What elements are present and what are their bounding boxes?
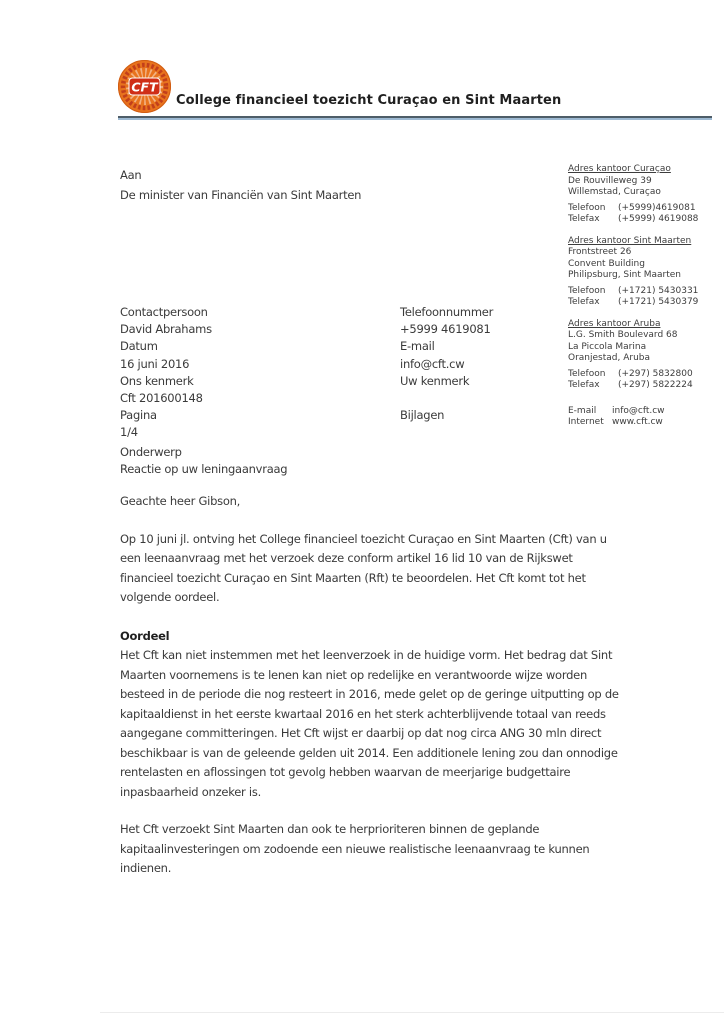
meta-value-uw-kenmerk — [400, 390, 493, 407]
office-heading: Adres kantoor Curaçao — [568, 164, 671, 174]
section-heading-oordeel: Oordeel — [120, 628, 170, 643]
office-address-sidebar — [568, 164, 718, 429]
office-aruba — [568, 319, 718, 392]
office-address-line: De Rouvilleweg 39 — [568, 175, 652, 186]
office-address-line: Oranjestad, Aruba — [568, 353, 650, 363]
contact-label: E-mail — [568, 405, 597, 416]
phone-row — [568, 369, 718, 381]
contact-website-value: www.cft.cw — [612, 417, 663, 427]
header-rule — [118, 116, 712, 120]
phone-label: Telefoon — [568, 202, 606, 213]
cft-logo-text: CFT — [131, 79, 158, 95]
subject-label: Onderwerp — [120, 445, 182, 459]
recipient-name: De minister van Financiën van Sint Maarten — [120, 187, 362, 202]
page-bottom-divider — [100, 1012, 724, 1013]
phone-label: Telefax — [568, 214, 600, 224]
meta-label: Bijlagen — [400, 408, 445, 423]
phone-label: Telefoon — [568, 368, 606, 379]
office-address-line: La Piccola Marina — [568, 341, 647, 352]
office-address-line: Philipsburg, Sint Maarten — [568, 270, 682, 280]
subject-value: Reactie op uw leningaanvraag — [120, 462, 288, 476]
phone-row — [568, 380, 718, 392]
phone-value: (+1721) 5430379 — [618, 297, 699, 307]
phone-value: (+5999) 4619088 — [618, 214, 699, 224]
sidebar-contact-block — [568, 406, 718, 429]
office-heading: Adres kantoor Aruba — [568, 318, 661, 329]
meta-label: Pagina — [120, 408, 157, 423]
office-curacao — [568, 164, 718, 226]
meta-column-right — [400, 304, 493, 442]
meta-label: Ons kenmerk — [120, 373, 194, 388]
office-phones — [568, 286, 718, 309]
meta-value-ons-kenmerk: Cft 201600148 — [120, 390, 203, 405]
phone-row — [568, 297, 718, 309]
office-phones — [568, 203, 718, 226]
phone-label: Telefax — [568, 380, 600, 390]
recipient-label: Aan — [120, 168, 142, 182]
office-address-line: Willemstad, Curaçao — [568, 187, 661, 197]
phone-value: (+1721) 5430331 — [618, 285, 699, 296]
phone-value: (+297) 5822224 — [618, 380, 693, 390]
recipient-block — [120, 166, 361, 205]
meta-label: Datum — [120, 339, 158, 354]
meta-label: Contactpersoon — [120, 305, 208, 319]
meta-value-pagina: 1/4 — [120, 425, 138, 440]
contact-row — [568, 417, 718, 429]
office-sint-maarten — [568, 236, 718, 309]
office-phones — [568, 369, 718, 392]
cft-logo-icon — [117, 59, 172, 114]
office-heading: Adres kantoor Sint Maarten — [568, 235, 692, 246]
meta-label: E-mail — [400, 339, 435, 354]
paragraph-oordeel: Het Cft kan niet instemmen met het leenverzoek in de huidige vorm. Het bedrag dat Sint Maarten voornemens is te lenen kan niet op redelijke en verantwoorde wijze worden besteed in de periode die nog resteert in 2016, mede gelet op de geringe uitputting op de kapitaaldienst in het eerste kwartaal 2016 en het sterk achterblijvende totaal van reeds aangegane committeringen. Het Cft wijst er daarbij op dat nog circa ANG 30 mln direct beschikbaar is van de geleende gelden uit 2014. Een additionele lening zou dan onnodige rentelasten en aflossingen tot gevolg hebben waarvan de meerjarige budgettaire inpasbaarheid onzeker is. — [120, 648, 619, 799]
meta-column-left — [120, 304, 212, 442]
office-address-line: Frontstreet 26 — [568, 247, 632, 257]
meta-label: Telefoonnummer — [400, 305, 494, 319]
contact-email-value: info@cft.cw — [612, 405, 665, 416]
meta-value-bijlagen — [400, 424, 493, 441]
salutation: Geachte heer Gibson, — [120, 494, 241, 508]
office-address-line: L.G. Smith Boulevard 68 — [568, 330, 678, 340]
paragraph-intro: Op 10 juni jl. ontving het College financieel toezicht Curaçao en Sint Maarten (Cft) van u een leenaanvraag met het verzoek deze conform artikel 16 lid 10 van de Rijkswet financieel toezicht Curaçao en Sint Maarten (Rft) te beoordelen. Het Cft komt tot het volgende oordeel. — [120, 531, 607, 604]
meta-value-datum: 16 juni 2016 — [120, 356, 190, 371]
contact-label: Internet — [568, 417, 604, 427]
phone-label: Telefoon — [568, 285, 606, 296]
office-address-line: Convent Building — [568, 258, 645, 269]
phone-value: (+297) 5832800 — [618, 368, 693, 379]
phone-row — [568, 286, 718, 298]
meta-value-contactpersoon: David Abrahams — [120, 322, 212, 337]
phone-label: Telefax — [568, 297, 600, 307]
phone-row — [568, 203, 718, 215]
org-title: College financieel toezicht Curaçao en Sint Maarten — [176, 93, 562, 108]
phone-value: (+5999)4619081 — [618, 202, 696, 213]
contact-row — [568, 406, 718, 418]
paragraph-verzoek: Het Cft verzoekt Sint Maarten dan ook te herprioriteren binnen de geplande kapitaalinvesteringen om zodoende een nieuwe realistische leenaanvraag te kunnen indienen. — [120, 822, 590, 875]
phone-row — [568, 214, 718, 226]
meta-label: Uw kenmerk — [400, 373, 470, 388]
meta-value-email: info@cft.cw — [400, 356, 465, 371]
meta-value-telefoonnummer: +5999 4619081 — [400, 322, 491, 337]
letter-body — [120, 444, 628, 879]
